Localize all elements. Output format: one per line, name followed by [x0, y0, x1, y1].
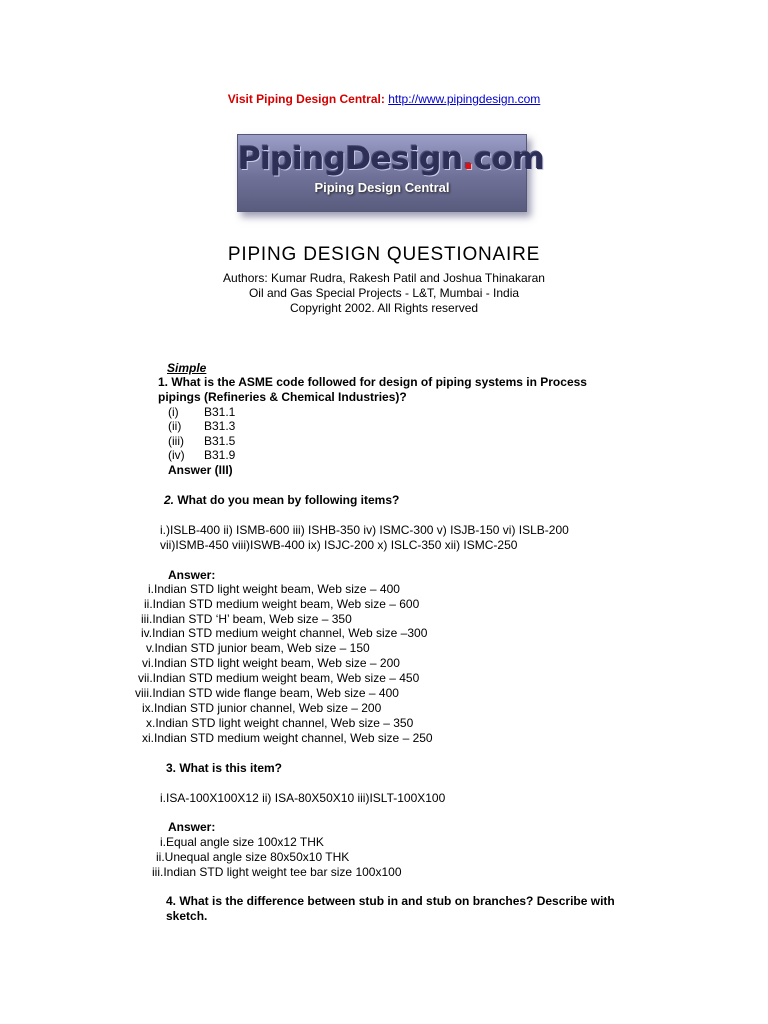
question-2-items-line-1: i.)ISLB-400 ii) ISMB-600 iii) ISHB-350 iv) ISMC-300 v) ISJB-150 vi) ISLB-200	[160, 523, 569, 537]
question-1-line-2: pipings (Refineries & Chemical Industries)?	[158, 390, 407, 404]
option: (iv) B31.9	[168, 448, 236, 462]
logo-subtitle: Piping Design Central	[314, 180, 450, 195]
visit-line	[0, 92, 768, 106]
site-link[interactable]: http://www.pipingdesign.com	[388, 92, 541, 106]
question-2: 2. What do you mean by following items?	[164, 493, 400, 507]
logo-wordmark: PipingDesign.com	[238, 141, 545, 177]
answer-item: vii.Indian STD medium weight beam, Web size – 450	[138, 671, 420, 685]
answer-item: x.Indian STD light weight channel, Web size – 350	[146, 716, 414, 730]
question-2-items-line-2: vii)ISMB-450 viii)ISWB-400 ix) ISJC-200 x) ISLC-350 xii) ISMC-250	[160, 538, 518, 552]
answer-item: i.Indian STD light weight beam, Web size – 400	[148, 582, 400, 596]
authors-line: Authors: Kumar Rudra, Rakesh Patil and Joshua Thinakaran	[223, 271, 545, 285]
answer-item: xi.Indian STD medium weight channel, Web size – 250	[142, 731, 433, 745]
visit-label: Visit Piping Design Central:	[227, 92, 385, 106]
answer-item: i.Equal angle size 100x12 THK	[160, 835, 324, 849]
copyright-line: Copyright 2002. All Rights reserved	[289, 301, 479, 315]
question-3-items: i.ISA-100X100X12 ii) ISA-80X50X10 iii)ISLT-100X100	[160, 791, 446, 805]
answer-item: v.Indian STD junior beam, Web size – 150	[146, 641, 370, 655]
document-title: PIPING DESIGN QUESTIONAIRE	[227, 244, 541, 265]
question-1-line-1: 1. What is the ASME code followed for design of piping systems in Process	[158, 375, 587, 389]
answer-item: ii.Indian STD medium weight beam, Web size – 600	[144, 597, 420, 611]
pipingdesign-logo	[237, 134, 545, 212]
section-heading: Simple	[167, 361, 207, 375]
question-3-answer-label: Answer:	[168, 820, 216, 834]
answer-item: ii.Unequal angle size 80x50x10 THK	[156, 850, 350, 864]
question-2-answer-label: Answer:	[168, 568, 216, 582]
answer-item: viii.Indian STD wide flange beam, Web size – 400	[135, 686, 399, 700]
option: (ii) B31.3	[168, 419, 236, 433]
option: (i) B31.1	[168, 405, 236, 419]
answer-item: vi.Indian STD light weight beam, Web size – 200	[142, 656, 400, 670]
answer-item: iii.Indian STD ‘H’ beam, Web size – 350	[141, 612, 352, 626]
question-4-line-1: 4. What is the difference between stub in and stub on branches? Describe with	[166, 894, 615, 908]
answer-item: ix.Indian STD junior channel, Web size – 200	[142, 701, 382, 715]
answer-item: iv.Indian STD medium weight channel, Web size –300	[141, 626, 428, 640]
organization-line: Oil and Gas Special Projects - L&T, Mumbai - India	[248, 286, 520, 300]
option: (iii) B31.5	[168, 434, 236, 448]
question-1-answer: Answer (III)	[168, 463, 233, 477]
question-3: 3. What is this item?	[166, 761, 283, 775]
answer-item: iii.Indian STD light weight tee bar size 100x100	[152, 865, 402, 879]
question-4-line-2: sketch.	[166, 909, 208, 923]
